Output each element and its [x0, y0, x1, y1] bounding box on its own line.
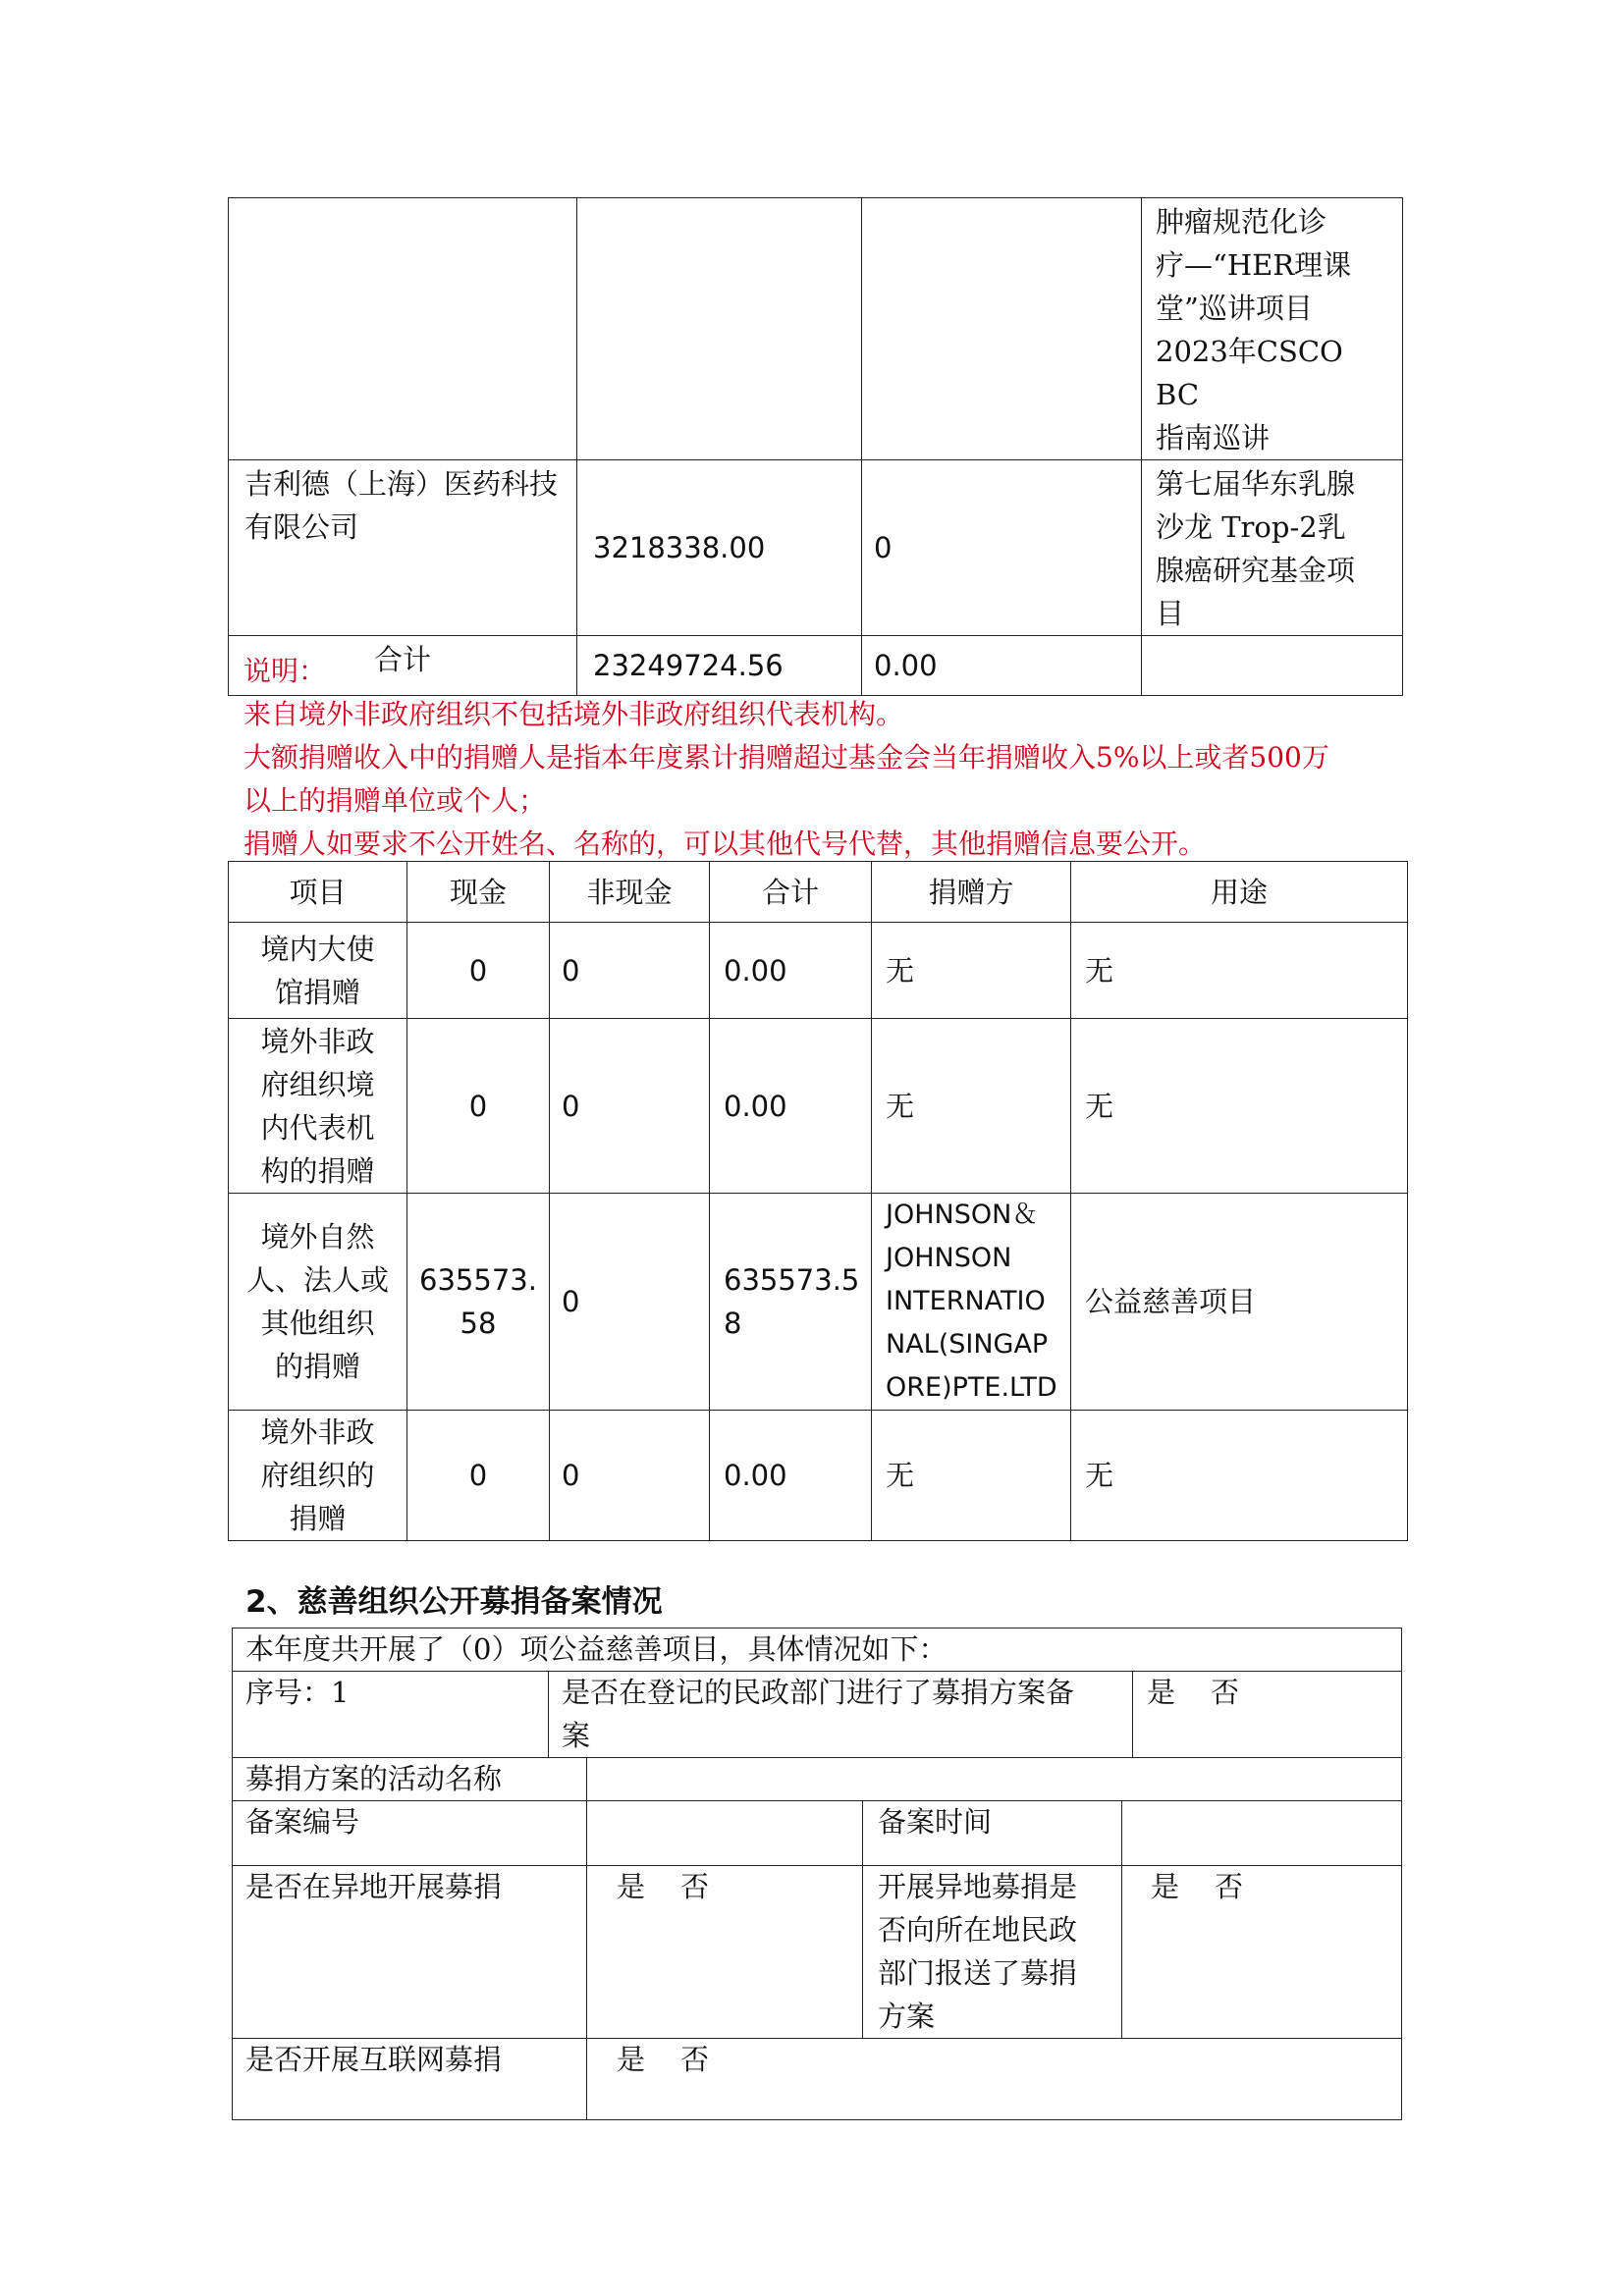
- intro-text: 本年度共开展了（0）项公益慈善项目，具体情况如下：: [245, 1632, 947, 1666]
- donor-cell: JOHNSON＆ JOHNSON INTERNATIO NAL(SINGAP ORE)PTE.LTD: [872, 1194, 1071, 1411]
- column-header: 现金: [407, 862, 550, 923]
- total-cash: 23249724.56: [577, 636, 862, 696]
- item-cell: 境外非政 府组织的 捐赠: [229, 1411, 407, 1541]
- note-line: 捐赠人如要求不公开姓名、名称的，可以其他代号代替，其他捐赠信息要公开。: [244, 828, 1207, 860]
- column-header: 非现金: [550, 862, 710, 923]
- noncash-cell: 0: [862, 460, 1142, 636]
- noncash-cell: 0: [550, 1019, 710, 1194]
- no-option: 否: [680, 2043, 710, 2076]
- registered-question: 是否在登记的民政部门进行了募捐方案备 案: [562, 1676, 1075, 1752]
- table-header-row: [229, 862, 1408, 923]
- cash-cell: 0: [407, 1411, 550, 1541]
- notes-title: 说明：: [244, 655, 327, 687]
- purpose-cell: 无: [1071, 923, 1408, 1019]
- total-noncash: 0.00: [862, 636, 1142, 696]
- offsite-yes-no: [617, 1865, 709, 1908]
- table-row: [229, 923, 1408, 1019]
- purpose-cell: 无: [1071, 1411, 1408, 1541]
- cash-cell: 3218338.00: [577, 460, 862, 636]
- internet-question: 是否开展互联网募捐: [245, 2043, 503, 2076]
- table-row: [229, 1019, 1408, 1194]
- purpose-cell: 公益慈善项目: [1071, 1194, 1408, 1411]
- fundraising-filing-table: [232, 1628, 1402, 2120]
- foreign-donation-table: [228, 861, 1408, 1541]
- total-cell: 0.00: [710, 923, 872, 1019]
- total-cell: 0.00: [710, 1019, 872, 1194]
- sequence-number: 序号：1: [245, 1676, 350, 1709]
- column-header: 用途: [1071, 862, 1408, 923]
- donor-cell: 无: [872, 1019, 1071, 1194]
- table-row: [229, 198, 1403, 460]
- activity-name-label: 募捐方案的活动名称: [245, 1762, 503, 1795]
- large-donation-table: [228, 197, 1403, 696]
- column-header: 捐赠方: [872, 862, 1071, 923]
- note-line: 大额捐赠收入中的捐赠人是指本年度累计捐赠超过基金会当年捐赠收入5%以上或者500万 以上的捐赠单位或个人；: [244, 741, 1329, 817]
- total-label: 合计: [229, 636, 577, 696]
- table-row: [229, 1194, 1408, 1411]
- note-line: 来自境外非政府组织不包括境外非政府组织代表机构。: [244, 698, 904, 730]
- record-time-label: 备案时间: [878, 1805, 993, 1839]
- total-cell: 0.00: [710, 1411, 872, 1541]
- cash-cell: 0: [407, 923, 550, 1019]
- table-row: [229, 460, 1403, 636]
- column-header: 项目: [229, 862, 407, 923]
- donor-cell: 吉利德（上海）医药科技 有限公司: [229, 460, 577, 636]
- total-cell: 635573.5 8: [710, 1194, 872, 1411]
- table-row: [229, 1411, 1408, 1541]
- item-cell: 境外自然 人、法人或 其他组织 的捐赠: [229, 1194, 407, 1411]
- purpose-cell: 肿瘤规范化诊 疗—“HER理课 堂”巡讲项目 2023年CSCO BC 指南巡讲: [1142, 198, 1403, 460]
- noncash-cell: 0: [550, 923, 710, 1019]
- donor-cell: 无: [872, 923, 1071, 1019]
- section-heading: 2、慈善组织公开募捐备案情况: [245, 1584, 663, 1620]
- registered-yes-no: [1147, 1671, 1239, 1714]
- noncash-cell: 0: [550, 1411, 710, 1541]
- record-number-label: 备案编号: [245, 1805, 360, 1839]
- notes: [244, 650, 1392, 866]
- offsite-report-yes-no: [1151, 1865, 1243, 1908]
- purpose-cell: 无: [1071, 1019, 1408, 1194]
- no-option: 否: [680, 1870, 710, 1903]
- cash-cell: 635573. 58: [407, 1194, 550, 1411]
- offsite-question: 是否在异地开展募捐: [245, 1870, 503, 1903]
- item-cell: 境内大使 馆捐赠: [229, 923, 407, 1019]
- offsite-report-question: 开展异地募捐是 否向所在地民政 部门报送了募捐 方案: [878, 1870, 1078, 2033]
- no-option: 否: [1211, 1676, 1240, 1709]
- no-option: 否: [1215, 1870, 1244, 1903]
- purpose-cell: 第七届华东乳腺 沙龙 Trop-2乳 腺癌研究基金项 目: [1142, 460, 1403, 636]
- yes-option: 是: [1147, 1676, 1176, 1709]
- internet-yes-no: [617, 2038, 709, 2081]
- noncash-cell: 0: [550, 1194, 710, 1411]
- yes-option: 是: [617, 2043, 646, 2076]
- cash-cell: 0: [407, 1019, 550, 1194]
- yes-option: 是: [617, 1870, 646, 1903]
- item-cell: 境外非政 府组织境 内代表机 构的捐赠: [229, 1019, 407, 1194]
- yes-option: 是: [1151, 1870, 1180, 1903]
- column-header: 合计: [710, 862, 872, 923]
- donor-cell: 无: [872, 1411, 1071, 1541]
